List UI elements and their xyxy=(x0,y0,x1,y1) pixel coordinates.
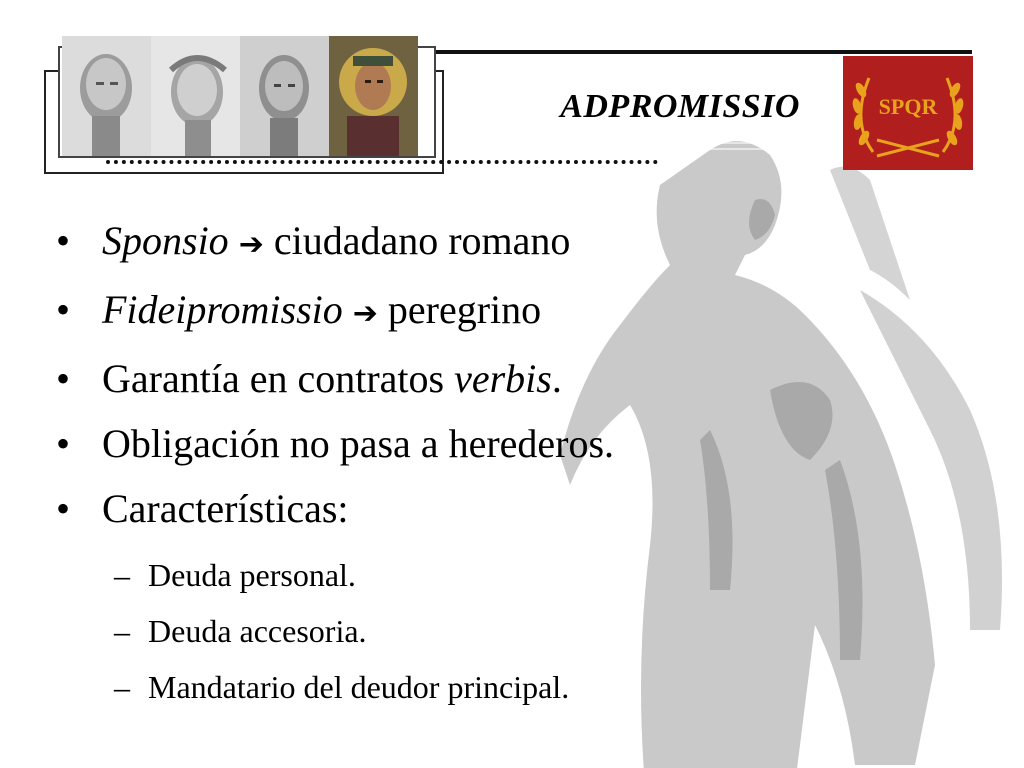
right-arrow-icon: ➔ xyxy=(352,296,378,331)
bullet-item xyxy=(56,208,776,277)
slide-title: ADPROMISSIO xyxy=(560,88,800,125)
sub-bullet-item xyxy=(56,659,776,715)
bullet-item xyxy=(56,277,776,346)
emperor-portraits xyxy=(62,36,418,156)
bullet-list xyxy=(56,208,776,715)
spqr-emblem-text: SPQR xyxy=(878,94,938,119)
bullet-punctuation: . xyxy=(551,356,562,401)
portrait-justinian-mosaic-image xyxy=(329,36,418,156)
bullet-dot: • xyxy=(56,421,71,466)
bullet-text: Obligación no pasa a herederos. xyxy=(102,421,615,466)
portrait-cicero-image xyxy=(62,36,151,156)
bullet-dot: • xyxy=(56,287,71,332)
bullet-item xyxy=(56,411,776,476)
spqr-emblem-image xyxy=(843,56,973,170)
bullet-dot: • xyxy=(56,356,71,401)
bullet-text: ciudadano romano xyxy=(273,218,571,263)
sub-bullet-item xyxy=(56,547,776,603)
header-dotted-rule xyxy=(106,160,658,164)
sub-bullet-text: Mandatario del deudor principal. xyxy=(148,669,570,705)
bullet-text: peregrino xyxy=(387,287,542,332)
bullet-text: Garantía en contratos xyxy=(102,356,445,401)
sub-bullet-dash: – xyxy=(114,669,130,705)
sub-bullet-dash: – xyxy=(114,557,130,593)
portrait-laurel-head-image xyxy=(151,36,240,156)
sub-bullet-list xyxy=(56,547,776,715)
sub-bullet-text: Deuda personal. xyxy=(148,557,356,593)
bullet-dot: • xyxy=(56,218,71,263)
right-arrow-icon: ➔ xyxy=(238,227,264,262)
sub-bullet-dash: – xyxy=(114,613,130,649)
bullet-item xyxy=(56,346,776,411)
bullet-italic-text: Sponsio xyxy=(102,218,229,263)
bullet-item xyxy=(56,476,776,541)
bullet-italic-text: verbis xyxy=(454,356,552,401)
bullet-dot: • xyxy=(56,486,71,531)
bullet-text: Características: xyxy=(102,486,349,531)
bullet-italic-text: Fideipromissio xyxy=(102,287,343,332)
portrait-caesar-image xyxy=(240,36,329,156)
sub-bullet-text: Deuda accesoria. xyxy=(148,613,367,649)
header-top-rule xyxy=(420,50,972,54)
sub-bullet-item xyxy=(56,603,776,659)
